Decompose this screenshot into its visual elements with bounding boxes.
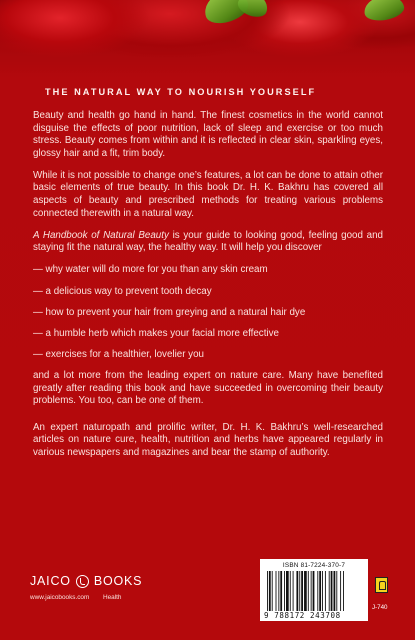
barcode-digits: 9 788172 243708: [264, 611, 364, 620]
author-bio: An expert naturopath and prolific writer, Dr. H. K. Bakhru’s well-researched articles on nature cure, health, nutrition and herbs have appeared regularly in various newspapers and magazines and bear the stamp of authority.: [33, 421, 383, 458]
barcode-bar: [329, 571, 330, 611]
barcode-bar: [280, 571, 282, 611]
barcode-bar: [334, 571, 336, 611]
barcode-bar: [343, 571, 344, 611]
rose-petals-image: [0, 0, 415, 78]
barcode-bar: [290, 571, 291, 611]
barcode-bar: [272, 571, 273, 611]
barcode-bar: [269, 571, 271, 611]
blurb-paragraph: Beauty and health go hand in hand. The finest cosmetics in the world cannot disguise the effects of poor nutrition, lack of sleep and exercise or too much stress. Beauty comes from within and it is reflected in clear skin, sparkling eyes, glossy hair and a fit, trim body.: [33, 110, 383, 159]
price-code: J-740: [372, 604, 388, 611]
barcode-bar: [308, 571, 309, 611]
publisher-seal-icon: [375, 577, 388, 593]
list-item: — exercises for a healthier, lovelier you: [33, 348, 204, 360]
barcode-bar: [284, 571, 285, 611]
barcode-bar: [331, 571, 333, 611]
barcode-bar: [325, 571, 326, 611]
blurb-paragraph: While it is not possible to change one’s features, a lot can be done to attain other basic elements of true beauty. In this book Dr. H. K. Bakhru has covered all aspects of beauty and prescribed methods for treating various problems connected therewith in a natural way.: [33, 169, 384, 219]
barcode-bar: [267, 571, 268, 611]
isbn-number: ISBN 81-7224-370-7: [282, 562, 346, 569]
blurb: [33, 110, 383, 469]
barcode-image: [264, 571, 364, 613]
barcode-bar: [278, 571, 279, 611]
barcode-bar: [311, 571, 312, 611]
publisher-website: www.jaicobooks.com: [30, 594, 90, 601]
barcode-bar: [313, 571, 315, 611]
barcode-bar: [304, 571, 307, 611]
tagline: THE NATURAL WAY TO NOURISH YOURSELF: [45, 87, 317, 97]
barcode-bar: [299, 571, 300, 611]
list-item: — a humble herb which makes your facial more effective: [33, 327, 279, 339]
intro-text: is your guide to looking good, feeling good and staying fit the natural way, the healthy way. It will help you discover: [33, 229, 383, 254]
publisher-name-right: BOOKS: [93, 574, 143, 588]
barcode-bar: [296, 571, 298, 611]
book-category: Health: [103, 594, 122, 601]
book-title: A Handbook of Natural Beauty: [33, 229, 169, 241]
publisher-logo: [30, 571, 210, 591]
barcode-bar: [319, 571, 321, 611]
barcode-panel: [260, 559, 368, 621]
barcode-bar: [317, 571, 318, 611]
barcode-bar: [286, 571, 289, 611]
barcode-bar: [340, 571, 341, 611]
list-item: — a delicious way to prevent tooth decay: [33, 285, 212, 297]
leaf-image: [235, 0, 271, 20]
list-item: — how to prevent your hair from greying and a natural hair dye: [33, 306, 306, 318]
barcode-bar: [336, 571, 337, 611]
leaf-image: [362, 0, 406, 23]
barcode-bar: [322, 571, 323, 611]
publisher-name-left: JAICO: [30, 574, 71, 588]
intro-paragraph: [33, 230, 383, 255]
barcode-bar: [276, 571, 277, 611]
list-item: — why water will do more for you than any skin cream: [33, 264, 268, 276]
closing-paragraph: and a lot more from the leading expert on nature care. Many have benefited greatly after reading this book and have succeeded in overcoming their beauty problems. You too, can be one of them.: [33, 369, 383, 407]
barcode-bar: [301, 571, 303, 611]
barcode-bar: [293, 571, 294, 611]
publisher-emblem-icon: [76, 575, 89, 588]
